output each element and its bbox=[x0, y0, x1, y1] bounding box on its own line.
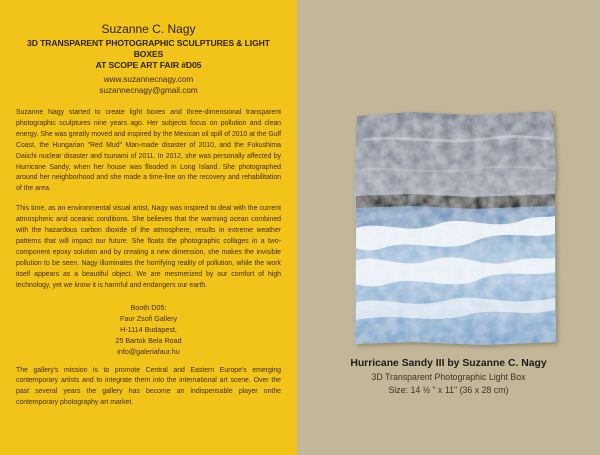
gallery-city: H-1114 Budapest, bbox=[120, 324, 177, 334]
artwork-caption-medium: 3D Transparent Photographic Light Box bbox=[371, 372, 526, 382]
show-title bbox=[16, 38, 281, 71]
gallery-name: Faur Zsofi Gallery bbox=[119, 313, 178, 323]
gallery-mission-paragraph: The gallery's mission is to promote Central and Eastern Europe's emerging contemporary artists and to integrate them into the international art scene. Over the past several years the gallery has become an indispensable player onthe contemporary photography art market. bbox=[16, 366, 281, 407]
artwork-caption-title: Hurricane Sandy III by Suzanne C. Nagy bbox=[350, 358, 547, 369]
gallery-street: 25 Bartok Bela Road bbox=[115, 335, 182, 345]
booth-heading: Booth D05: bbox=[130, 302, 167, 312]
statement-paragraph: This time, as an environmental visual artist, Nagy was inspired to deal with the current atmospheric and oceanic conditions. She believes that the warming ocean combined with the hazardous carbon dioxide of the atmosphere, results in extreme weather patterns that will impact our future. She floats the photographic collages in a two-component epoxy solution and by creating a new dimension, she makes the invisible pollution to be seen. Nagy illuminates the horrifying reality of pollution, while the work itself appears as a beautiful object. We are mesmerized by our comfort of high technology, yet we know it is harmful and endangers our earth. bbox=[16, 205, 281, 289]
info-panel bbox=[0, 0, 297, 455]
email-link[interactable]: suzannecnagy@gmail.com bbox=[99, 86, 198, 95]
bio-paragraph: Suzanne Nagy started to create light boxes and three-dimensional transparent photographic sculptures nine years ago. Her subjects focus on pollution and clean energy. She was greatly moved and inspired by the Mexican oil spill of 2010 at the Gulf Coast, the Hungarian "Red Mud" Man-made disaster of 2010, and the Fukushima Daiichi nuclear disaster and tsunami of 2011. In 2012, she was personally affected by Hurricane Sandy, when her house was flooded in Long Island. She photographed around her neighborhood and she made a time-line on the recovery and rehabilitation of the area. bbox=[16, 109, 281, 193]
artwork-caption-size: Size: 14 ½ " x 11" (36 x 28 cm) bbox=[388, 385, 509, 395]
contact-links bbox=[16, 74, 281, 96]
artist-name: Suzanne C. Nagy bbox=[101, 22, 196, 36]
gallery-email[interactable]: info@galeriafaur.hu bbox=[117, 346, 180, 356]
show-title-line1: 3D TRANSPARENT PHOTOGRAPHIC SCULPTURES & LIGHT BOXES bbox=[27, 38, 270, 59]
artwork-image bbox=[353, 110, 557, 346]
website-link[interactable]: www.suzannecnagy.com bbox=[103, 75, 194, 84]
show-title-line2: AT SCOPE ART FAIR #D05 bbox=[95, 60, 202, 70]
booth-info bbox=[16, 302, 281, 357]
crumpled-photo-light-box-icon bbox=[353, 110, 557, 346]
